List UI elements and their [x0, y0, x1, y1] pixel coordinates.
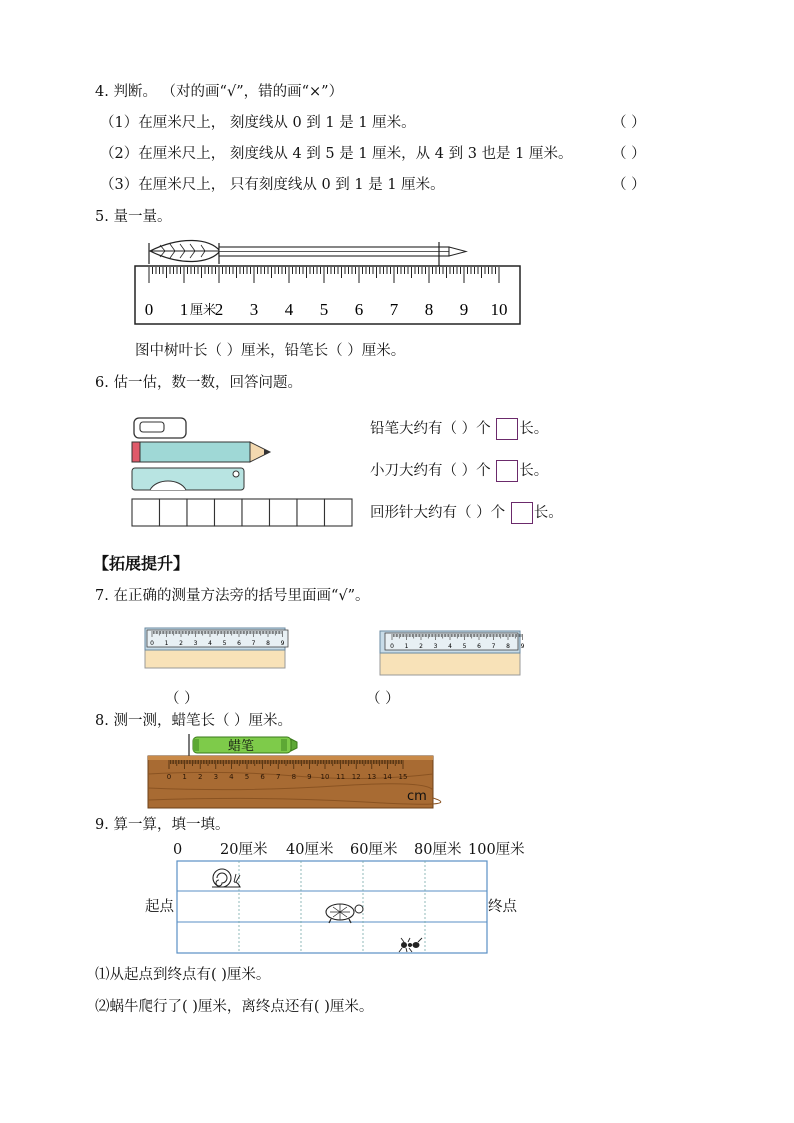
ruler-label-9: 9	[307, 773, 312, 781]
ruler-label-0: 0	[150, 640, 154, 647]
ruler-label-1: 1	[404, 643, 409, 650]
end-label: 终点	[488, 899, 517, 915]
q7-answer-right[interactable]: （ ）	[366, 691, 400, 707]
q6-figure	[130, 412, 355, 530]
section-heading: 【拓展提升】	[93, 554, 190, 573]
q9-question-2[interactable]: ⑵蜗牛爬行了( )厘米，离终点还有( )厘米。	[95, 999, 374, 1015]
q9-title: 9. 算一算，填一填。	[95, 817, 230, 833]
axis-label-40: 40厘米	[286, 842, 334, 858]
pencil-icon	[132, 442, 270, 462]
ruler-label-4: 4	[284, 300, 294, 319]
q6-line-3	[370, 502, 563, 524]
q6-line-2-suffix: 长。	[519, 463, 549, 479]
ruler-label-1: 1	[179, 300, 189, 319]
q4-title: 4. 判断。 （对的画“√”，错的画“×”）	[95, 84, 344, 100]
axis-label-100: 100厘米	[468, 842, 525, 858]
ruler-label-15: 15	[398, 773, 408, 781]
unit-square-icon	[511, 502, 533, 524]
ruler-label-12: 12	[351, 773, 361, 781]
ruler-label-5: 5	[462, 643, 467, 650]
ruler-label-10: 10	[490, 300, 508, 319]
unit-square	[215, 499, 243, 526]
ruler-label-2: 2	[197, 773, 203, 781]
axis-label-0: 0	[173, 842, 183, 858]
ruler-label-4: 4	[448, 643, 452, 650]
ruler-label-0: 0	[144, 300, 154, 319]
ruler-label-10: 10	[320, 773, 330, 781]
pencil-icon	[219, 247, 466, 256]
unit-square	[242, 499, 270, 526]
ruler-label-11: 11	[336, 773, 346, 781]
ruler-label-2: 2	[419, 643, 423, 650]
q5-title: 5. 量一量。	[95, 209, 172, 225]
q7-ruler-right	[380, 631, 525, 676]
ruler-label-1: 1	[164, 640, 169, 647]
ruler-label-9: 9	[520, 643, 525, 650]
ruler-unit-label: 厘米	[190, 302, 217, 317]
unit-square	[187, 499, 215, 526]
ruler-label-7: 7	[251, 640, 256, 647]
unit-squares	[132, 499, 352, 526]
q6-line-1-suffix: 长。	[519, 421, 549, 437]
q6-line-2	[370, 460, 548, 482]
ruler-label-6: 6	[237, 640, 241, 647]
ruler-label-2: 2	[179, 640, 183, 647]
ruler-label-5: 5	[222, 640, 227, 647]
ruler-label-2: 2	[214, 300, 224, 319]
unit-square	[132, 499, 160, 526]
axis-label-80: 80厘米	[414, 842, 462, 858]
ruler-label-4: 4	[229, 773, 234, 781]
ruler-label-7: 7	[389, 300, 399, 319]
q8-unit: cm	[407, 789, 427, 804]
ruler-label-5: 5	[319, 300, 329, 319]
ruler-label-3: 3	[213, 773, 219, 781]
q6-title: 6. 估一估，数一数，回答问题。	[95, 375, 302, 391]
ruler-label-8: 8	[424, 300, 434, 319]
crayon-icon	[189, 734, 297, 756]
ruler-label-3: 3	[433, 643, 438, 650]
ruler-label-6: 6	[260, 773, 265, 781]
q7-ruler-left	[145, 628, 290, 670]
q6-line-1	[370, 418, 548, 440]
ruler-label-9: 9	[280, 640, 285, 647]
ruler-label-14: 14	[382, 773, 392, 781]
ruler-label-6: 6	[477, 643, 481, 650]
unit-square-icon	[496, 460, 518, 482]
q6-line-1-text[interactable]: 铅笔大约有（ ）个	[370, 421, 491, 437]
q4-answer-3[interactable]: （ ）	[612, 177, 646, 193]
unit-square	[160, 499, 188, 526]
ruler-label-1: 1	[182, 773, 187, 781]
axis-label-20: 20厘米	[220, 842, 268, 858]
q4-answer-1[interactable]: （ ）	[612, 115, 646, 131]
q4-item-2: （2）在厘米尺上， 刻度线从 4 到 5 是 1 厘米，从 4 到 3 也是 1 厘米。	[100, 146, 573, 162]
ruler-label-4: 4	[208, 640, 212, 647]
leaf-icon	[150, 240, 220, 261]
q5-ruler-figure	[130, 238, 525, 328]
unit-square	[270, 499, 298, 526]
unit-square	[297, 499, 325, 526]
q4-item-1: （1）在厘米尺上， 刻度线从 0 到 1 是 1 厘米。	[100, 115, 416, 131]
knife-icon	[132, 468, 244, 490]
ruler-label-13: 13	[367, 773, 377, 781]
crayon-label: 蜡笔	[227, 739, 255, 754]
ruler-label-0: 0	[390, 643, 394, 650]
q7-answer-left[interactable]: （ ）	[165, 691, 199, 707]
q6-line-3-text[interactable]: 回形针大约有（ ）个	[370, 505, 506, 521]
q4-answer-2[interactable]: （ ）	[612, 146, 646, 162]
start-label: 起点	[145, 899, 174, 915]
q5-answer[interactable]: 图中树叶长（ ）厘米，铅笔长（ ）厘米。	[135, 343, 406, 359]
ruler-label-8: 8	[291, 773, 297, 781]
ruler-label-7: 7	[275, 773, 281, 781]
ruler-label-8: 8	[266, 640, 270, 647]
q4-item-3: （3）在厘米尺上， 只有刻度线从 0 到 1 是 1 厘米。	[100, 177, 445, 193]
axis-label-60: 60厘米	[350, 842, 398, 858]
q6-line-3-suffix: 长。	[533, 505, 563, 521]
ruler-label-8: 8	[506, 643, 510, 650]
q9-question-1[interactable]: ⑴从起点到终点有( )厘米。	[95, 967, 271, 983]
ruler-label-0: 0	[166, 773, 172, 781]
q6-line-2-text[interactable]: 小刀大约有（ ）个	[370, 463, 491, 479]
q8-figure	[145, 734, 435, 810]
ruler-label-5: 5	[244, 773, 250, 781]
ruler-label-9: 9	[459, 300, 469, 319]
q9-track	[176, 860, 490, 956]
paperclip-icon	[134, 418, 186, 438]
ruler-label-7: 7	[491, 643, 496, 650]
unit-square-icon	[496, 418, 518, 440]
unit-square	[325, 499, 353, 526]
q7-title: 7. 在正确的测量方法旁的括号里面画“√”。	[95, 588, 370, 604]
ruler-label-3: 3	[249, 300, 259, 319]
q8-title[interactable]: 8. 测一测，蜡笔长（ ）厘米。	[95, 713, 293, 729]
ruler-label-6: 6	[354, 300, 364, 319]
ruler-label-3: 3	[193, 640, 198, 647]
